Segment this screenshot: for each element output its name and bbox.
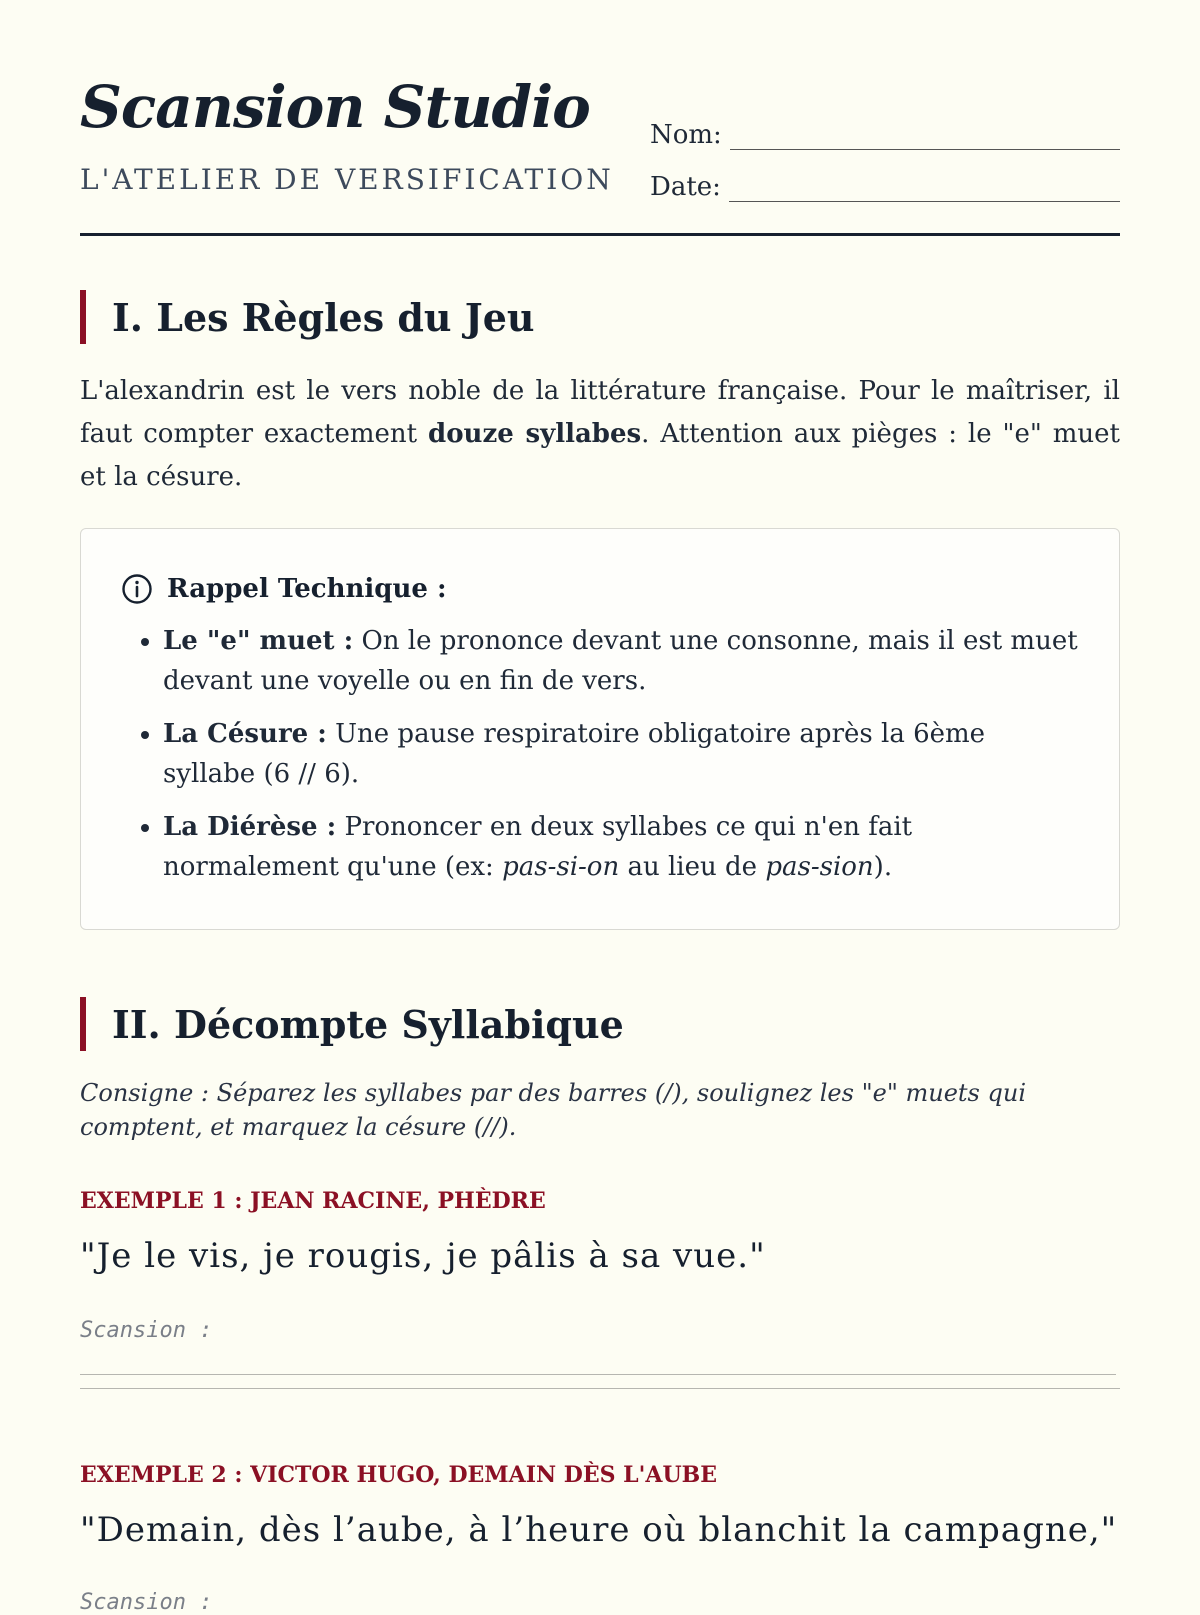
intro-bold: douze syllabes [428, 419, 642, 449]
rappel-box [80, 528, 1120, 930]
scansion-label: Scansion : [80, 1318, 213, 1343]
rappel-example: pas-sion [765, 852, 874, 882]
rappel-item-cesure [163, 714, 1083, 794]
brand-subtitle: L'ATELIER DE VERSIFICATION [80, 163, 614, 196]
example-label: EXEMPLE 2 : VICTOR HUGO, DEMAIN DÈS L'AUBE [80, 1462, 717, 1488]
rappel-text: On le prononce devant une consonne, mais il est muet devant une voyelle ou en fin de vers. [163, 626, 1078, 696]
nom-label: Nom: [650, 120, 722, 150]
worksheet-page [80, 0, 1120, 1615]
rappel-item-e-muet [163, 621, 1083, 701]
example-verse: "Je le vis, je rougis, je pâlis à sa vue." [80, 1236, 766, 1276]
example-divider [80, 1388, 1120, 1389]
info-circle-icon [121, 573, 153, 605]
date-row [650, 168, 1120, 202]
rappel-term: Le "e" muet : [163, 626, 354, 656]
rappel-title: Rappel Technique : [167, 574, 447, 604]
nom-field[interactable] [730, 123, 1120, 150]
rappel-text: Prononcer en deux syllabes ce qui n'en fait normalement qu'une (ex: [163, 812, 913, 882]
intro-paragraph [80, 370, 1120, 499]
rappel-text: ). [873, 852, 893, 882]
rappel-text: au lieu de [619, 852, 766, 882]
rappel-example: pas-si-on [502, 852, 620, 882]
example-verse: "Demain, dès l’aube, à l’heure où blanchit la campagne," [80, 1510, 1118, 1550]
brand-title: Scansion Studio [80, 73, 590, 141]
section-heading-regles: I. Les Règles du Jeu [80, 290, 535, 344]
rappel-heading [121, 573, 447, 605]
scansion-label: Scansion : [80, 1590, 213, 1615]
nom-row [650, 116, 1120, 150]
date-label: Date: [650, 172, 721, 202]
scansion-answer-line[interactable] [80, 1374, 1116, 1375]
worksheet-header [80, 0, 1120, 236]
intro-text-2: . Attention aux pièges : le "e" muet et la césure. [80, 419, 1120, 492]
intro-text-1: L'alexandrin est le vers noble de la littérature française. Pour le maîtriser, il faut compter exactement [80, 376, 1120, 449]
section-heading-decompte: II. Décompte Syllabique [80, 997, 624, 1051]
rappel-text: Une pause respiratoire obligatoire après la 6ème syllabe (6 // 6). [163, 719, 986, 789]
rappel-item-dierese [163, 807, 1083, 887]
date-field[interactable] [729, 175, 1120, 202]
example-label: EXEMPLE 1 : JEAN RACINE, PHÈDRE [80, 1188, 546, 1214]
consigne-text: Consigne : Séparez les syllabes par des barres (/), soulignez les "e" muets qui comptent, et marquez la césure (//). [80, 1079, 1026, 1141]
rappel-list [129, 621, 1083, 900]
rappel-term: La Diérèse : [163, 812, 337, 842]
rappel-term: La Césure : [163, 719, 327, 749]
